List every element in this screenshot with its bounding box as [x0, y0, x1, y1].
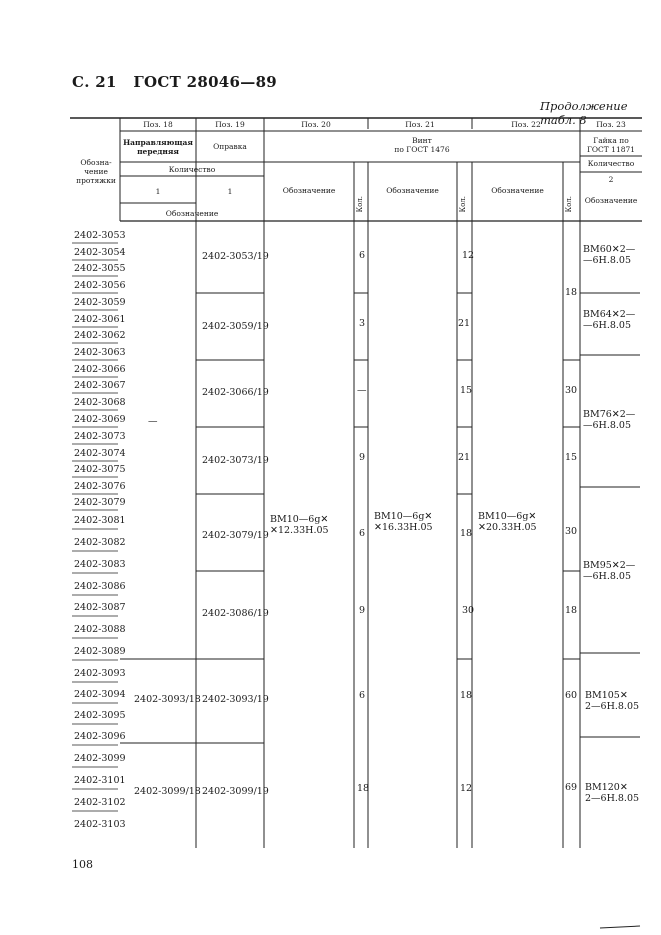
- standard-number: ГОСТ 28046—89: [133, 73, 278, 91]
- col20-qty: 6: [359, 528, 366, 539]
- kol-label-20: Кол.: [356, 196, 364, 213]
- designation-label-20: Обозначение: [282, 186, 336, 195]
- row-label: 2402-3088: [74, 624, 126, 635]
- row-label: 2402-3061: [74, 314, 126, 325]
- row-label: 2402-3089: [74, 646, 126, 657]
- col23-cell: ВМ105✕ 2—6Н.8.05: [585, 690, 640, 712]
- designation-label-22: Обозначение: [491, 186, 544, 195]
- qty18: 1: [155, 187, 161, 196]
- kol-label-21: Кол.: [459, 196, 467, 213]
- col23-cell: ВМ76✕2— —6Н.8.05: [583, 409, 636, 431]
- designation-column-header: Обозна- чение протяжки: [76, 158, 116, 185]
- row-label: 2402-3086: [74, 581, 126, 592]
- col20-qty: 6: [359, 690, 366, 701]
- col23-name: Гайка по ГОСТ 11871: [586, 136, 636, 154]
- pos20-header: Поз. 20: [301, 120, 331, 129]
- col19-cell: 2402-3099/19: [202, 786, 269, 797]
- row-label: 2402-3093: [74, 668, 126, 679]
- col21-qty: 21: [458, 452, 471, 463]
- pos23-header: Поз. 23: [596, 120, 626, 129]
- pos18-header: Поз. 18: [143, 120, 173, 129]
- col21-qty: 18: [460, 528, 473, 539]
- row-label: 2402-3087: [74, 602, 126, 613]
- row-label: 2402-3056: [74, 280, 126, 291]
- group-20-22-name: Винт по ГОСТ 1476: [394, 136, 450, 154]
- page-number: 108: [72, 858, 93, 871]
- row-label: 2402-3055: [74, 263, 126, 274]
- row-label: 2402-3102: [74, 797, 126, 808]
- row-label: 2402-3099: [74, 753, 126, 764]
- col19-name: Оправка: [213, 142, 247, 151]
- quantity-label: Количество: [168, 165, 216, 174]
- col22-qty: 30: [565, 526, 578, 537]
- col23-cell: ВМ120✕ 2—6Н.8.05: [585, 782, 640, 804]
- designation-label-21: Обозначение: [386, 186, 439, 195]
- row-label: 2402-3096: [74, 731, 126, 742]
- row-label: 2402-3073: [74, 431, 126, 442]
- row-label: 2402-3075: [74, 464, 126, 475]
- row-label: 2402-3103: [74, 819, 126, 830]
- row-label: 2402-3062: [74, 330, 126, 341]
- col22-qty: 69: [565, 782, 578, 793]
- col19-cell: 2402-3079/19: [202, 530, 269, 541]
- quantity-label-23: Количество: [587, 159, 635, 168]
- col19-cell: 2402-3059/19: [202, 321, 269, 332]
- col22-qty: 30: [565, 385, 578, 396]
- col18-cell: 2402-3099/18: [134, 786, 201, 797]
- qty19: 1: [227, 187, 233, 196]
- designation-label: Обозначение: [165, 209, 219, 218]
- col21-designation: ВМ10—6g✕ ✕16.33Н.05: [374, 511, 433, 533]
- col20-qty: 9: [359, 452, 366, 463]
- col18-name: Направляющая передняя: [123, 138, 193, 156]
- col22-qty: 60: [565, 690, 578, 701]
- col19-cell: 2402-3053/19: [202, 251, 269, 262]
- designation-label-23: Обозначение: [584, 196, 638, 205]
- row-label: 2402-3094: [74, 689, 126, 700]
- row-label: 2402-3063: [74, 347, 126, 358]
- row-label: 2402-3101: [74, 775, 126, 786]
- row-label: 2402-3074: [74, 448, 126, 459]
- col23-cell: ВМ64✕2— —6Н.8.05: [583, 309, 636, 331]
- row-label: 2402-3069: [74, 414, 126, 425]
- col20-qty: 9: [359, 605, 366, 616]
- col21-qty: 12: [460, 783, 473, 794]
- page-label: С. 21: [72, 73, 117, 91]
- col20-qty: 6: [359, 250, 366, 261]
- col19-cell: 2402-3066/19: [202, 387, 269, 398]
- col23-cell: ВМ95✕2— —6Н.8.05: [583, 560, 636, 582]
- col20-qty: —: [357, 385, 367, 396]
- col22-qty: 18: [565, 605, 578, 616]
- row-label: 2402-3066: [74, 364, 126, 375]
- col20-qty: 3: [359, 318, 366, 329]
- col21-qty: 18: [460, 690, 473, 701]
- row-label: 2402-3081: [74, 515, 126, 526]
- pos21-header: Поз. 21: [405, 120, 435, 129]
- col21-qty: 15: [460, 385, 473, 396]
- col21-qty: 21: [458, 318, 471, 329]
- col23-cell: ВМ60✕2— —6Н.8.05: [583, 244, 636, 266]
- col20-qty: 18: [357, 783, 370, 794]
- pos22-header: Поз. 22: [511, 120, 541, 129]
- row-label: 2402-3095: [74, 710, 126, 721]
- row-label: 2402-3082: [74, 537, 126, 548]
- col22-qty: 15: [565, 452, 578, 463]
- col19-cell: 2402-3093/19: [202, 694, 269, 705]
- col19-cell: 2402-3086/19: [202, 608, 269, 619]
- col20-designation: ВМ10—6g✕ ✕12.33Н.05: [270, 514, 329, 536]
- pos19-header: Поз. 19: [215, 120, 245, 129]
- col18-cell: 2402-3093/18: [134, 694, 201, 705]
- row-label: 2402-3054: [74, 247, 126, 258]
- col22-qty: 18: [565, 287, 578, 298]
- row-label: 2402-3079: [74, 497, 126, 508]
- row-label: 2402-3067: [74, 380, 126, 391]
- col21-qty: 12: [462, 250, 475, 261]
- col22-designation: ВМ10—6g✕ ✕20.33Н.05: [478, 511, 537, 533]
- row-label: 2402-3053: [74, 230, 126, 241]
- col18-dash: —: [148, 416, 158, 427]
- row-label: 2402-3068: [74, 397, 126, 408]
- row-label: 2402-3059: [74, 297, 126, 308]
- qty23: 2: [608, 175, 614, 184]
- row-label: 2402-3076: [74, 481, 126, 492]
- kol-label-22: Кол.: [565, 196, 573, 213]
- col21-qty: 30: [462, 605, 475, 616]
- row-label: 2402-3083: [74, 559, 126, 570]
- col19-cell: 2402-3073/19: [202, 455, 269, 466]
- continuation-note: Продолжение табл. 8: [540, 99, 628, 127]
